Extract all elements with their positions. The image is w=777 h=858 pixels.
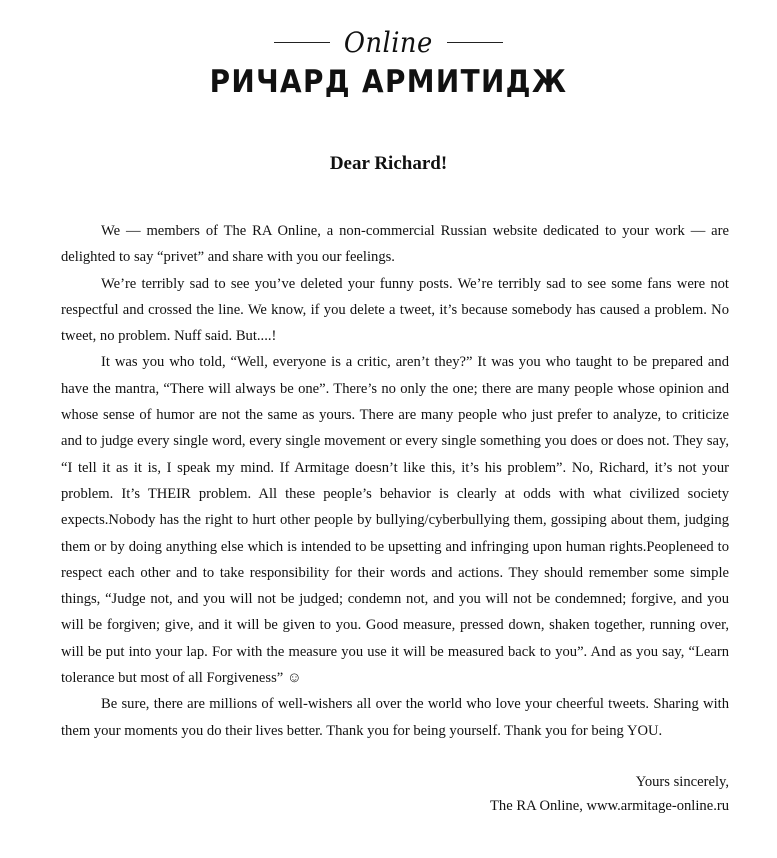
letter-body (61, 218, 729, 744)
letter-paragraph: We — members of The RA Online, a non-commercial Russian website dedicated to your work — are delighted to say “privet” and share with you our feelings. (61, 223, 729, 266)
logo-script-text: Online (344, 25, 433, 59)
site-logo (0, 22, 777, 100)
letter-signature: The RA Online, www.armitage-online.ru (490, 798, 729, 814)
logo-right-rule (447, 42, 503, 43)
letter-closing: Yours sincerely, (635, 774, 729, 790)
letter-paragraph: We’re terribly sad to see you’ve deleted your funny posts. We’re terribly sad to see some fans were not respectful and crossed the line. We know, if you delete a tweet, it’s because somebody has caused a problem. No tweet, no problem. Nuff said. But....! (61, 275, 729, 345)
letter-paragraph: It was you who told, “Well, everyone is a critic, aren’t they?” It was you who taught to be prepared and have the mantra, “There will always be one”. There’s no only the one; there are many people whose opinion and whose sense of humor are not the same as yours. There are many people who just prefer to analyze, to criticize and to judge every single word, every single movement or every single something you does or does not. They say, “I tell it as it is, I speak my mind. If Armitage doesn’t like this, it’s his problem”. No, Richard, it’s not your problem. It’s THEIR problem. All these people’s behavior is clearly at odds with what civilized society expects.Nobody has the right to hurt other people by bullying/cyberbullying them, gossiping about them, judging them or by doing anything else which is intended to be upsetting and infringing upon human rights.Peopleneed to respect each other and to take responsibility for their words and actions. They should remember some simple things, “Judge not, and you will not be judged; condemn not, and you will not be condemned; forgive, and you will be forgiven; give, and it will be given to you. Good measure, pressed down, shaken together, running over, will be put into your lap. For with the measure you use it will be measured back to you”. And as you say, “Learn tolerance but most of all Forgiveness” ☺ (61, 354, 729, 687)
logo-main-text: РИЧАРД АРМИТИДЖ (209, 64, 568, 100)
letter-signoff (490, 770, 729, 818)
letter-greeting: Dear Richard! (329, 153, 448, 174)
logo-left-rule (274, 42, 330, 43)
logo-top-row (0, 22, 777, 62)
letter-paragraph: Be sure, there are millions of well-wishers all over the world who love your cheerful tweets. Sharing with them your moments you do their lives better. Thank you for being yourself. Thank you for being YOU. (61, 696, 729, 739)
